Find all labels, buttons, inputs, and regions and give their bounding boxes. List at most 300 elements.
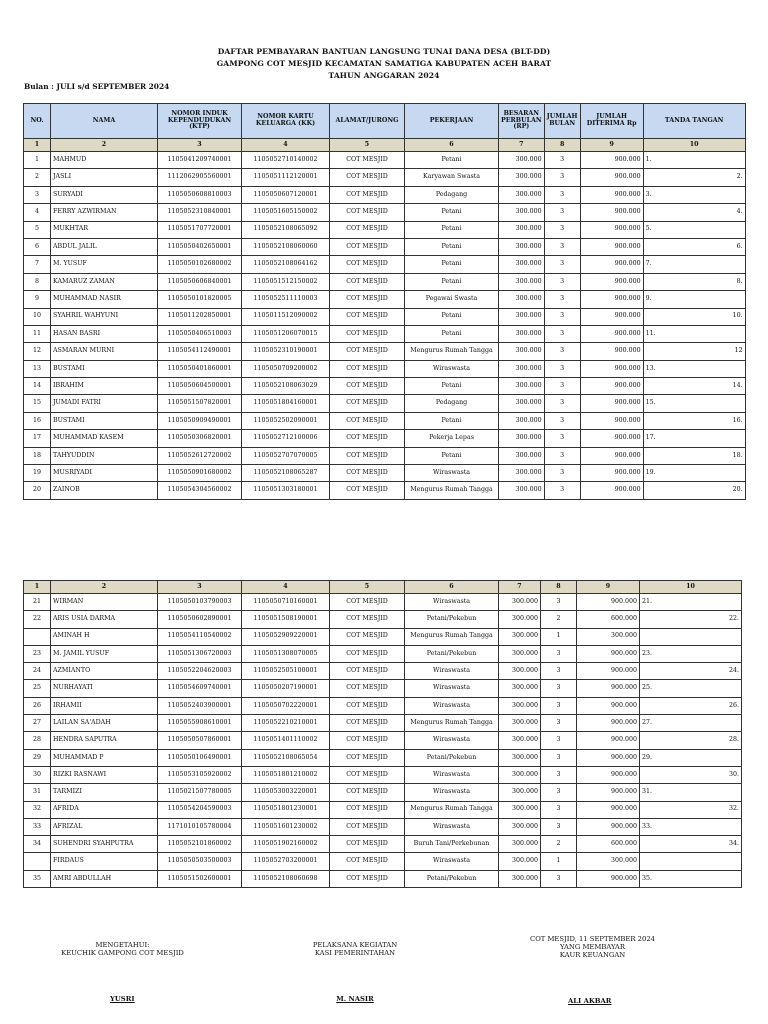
cell-ktp: 1105051507820001 bbox=[158, 395, 242, 412]
table-row bbox=[24, 221, 746, 238]
cell-tanda-tangan: 1. bbox=[643, 152, 745, 169]
cell-nama: WIRMAN bbox=[51, 594, 158, 611]
cell-alamat: COT MESJID bbox=[330, 186, 405, 203]
cell-pekerjaan: Petani bbox=[405, 378, 499, 395]
cell-pekerjaan: Petani bbox=[405, 221, 499, 238]
cell-jumlah-diterima: 900.000 bbox=[580, 343, 643, 360]
col-number: 7 bbox=[499, 581, 541, 594]
signature-block-pelaksana bbox=[290, 941, 420, 1003]
cell-alamat: COT MESJID bbox=[330, 749, 405, 766]
cell-jumlah-bulan: 1 bbox=[541, 628, 577, 645]
col-number: 4 bbox=[242, 139, 330, 152]
cell-no: 4 bbox=[24, 204, 51, 221]
cell-no: 34 bbox=[24, 836, 51, 853]
cell-alamat: COT MESJID bbox=[330, 482, 405, 499]
col-header-no: NO. bbox=[24, 104, 51, 139]
cell-no: 17 bbox=[24, 430, 51, 447]
document-title-line-2: GAMPONG COT MESJID KECAMATAN SAMATIGA KABUPATEN ACEH BARAT bbox=[216, 59, 552, 68]
cell-nama: AMRI ABDULLAH bbox=[51, 870, 158, 887]
cell-alamat: COT MESJID bbox=[330, 697, 405, 714]
cell-tanda-tangan: 9. bbox=[643, 291, 745, 308]
cell-besaran: 300.000 bbox=[499, 465, 545, 482]
cell-jumlah-diterima: 900.000 bbox=[580, 221, 643, 238]
cell-besaran: 300.000 bbox=[499, 715, 541, 732]
cell-no: 1 bbox=[24, 152, 51, 169]
cell-alamat: COT MESJID bbox=[330, 273, 405, 290]
cell-nama: ABDUL JALIL bbox=[51, 238, 158, 255]
cell-kk: 1105052108065054 bbox=[242, 749, 330, 766]
table-row bbox=[24, 152, 746, 169]
cell-pekerjaan: Wiraswasta bbox=[405, 818, 499, 835]
cell-tanda-tangan: 28. bbox=[640, 732, 742, 749]
cell-pekerjaan: Pekerja Lepas bbox=[405, 430, 499, 447]
cell-nama: MUSRIYADI bbox=[51, 465, 158, 482]
cell-pekerjaan: Petani/Pekebun bbox=[405, 749, 499, 766]
cell-kk: 1105052710140002 bbox=[242, 152, 330, 169]
cell-no: 6 bbox=[24, 238, 51, 255]
cell-besaran: 300.000 bbox=[499, 766, 541, 783]
col-header-besaran: BESARAN PERBULAN (RP) bbox=[499, 104, 545, 139]
cell-besaran: 300.000 bbox=[499, 611, 541, 628]
cell-no: 7 bbox=[24, 256, 51, 273]
cell-ktp: 1105054204590003 bbox=[158, 801, 242, 818]
cell-alamat: COT MESJID bbox=[330, 853, 405, 870]
cell-besaran: 300.000 bbox=[499, 308, 545, 325]
cell-kk: 1105051508190001 bbox=[242, 611, 330, 628]
cell-pekerjaan: Mengurus Rumah Tangga bbox=[405, 482, 499, 499]
cell-alamat: COT MESJID bbox=[330, 447, 405, 464]
document-title-line-1: DAFTAR PEMBAYARAN BANTUAN LANGSUNG TUNAI DANA DESA (BLT-DD) bbox=[217, 47, 551, 56]
cell-tanda-tangan: 11. bbox=[643, 325, 745, 342]
cell-besaran: 300.000 bbox=[499, 749, 541, 766]
cell-no: 22 bbox=[24, 611, 51, 628]
cell-pekerjaan: Petani bbox=[405, 325, 499, 342]
table-row bbox=[24, 732, 742, 749]
cell-jumlah-bulan: 3 bbox=[544, 343, 580, 360]
cell-besaran: 300.000 bbox=[499, 395, 545, 412]
cell-nama: MUHAMMAD P bbox=[51, 749, 158, 766]
cell-kk: 1105052108064162 bbox=[242, 256, 330, 273]
cell-kk: 1105011512090002 bbox=[242, 308, 330, 325]
cell-no: 14 bbox=[24, 378, 51, 395]
cell-jumlah-bulan: 3 bbox=[541, 732, 577, 749]
cell-jumlah-diterima: 900.000 bbox=[580, 465, 643, 482]
cell-besaran: 300.000 bbox=[499, 238, 545, 255]
col-header-nama: NAMA bbox=[51, 104, 158, 139]
cell-ktp: 1105050909490001 bbox=[158, 412, 242, 429]
cell-ktp: 1105050606840001 bbox=[158, 273, 242, 290]
cell-ktp: 1105052403900001 bbox=[158, 697, 242, 714]
cell-nama: ZAINOB bbox=[51, 482, 158, 499]
cell-alamat: COT MESJID bbox=[330, 343, 405, 360]
cell-jumlah-bulan: 2 bbox=[541, 611, 577, 628]
cell-pekerjaan: Petani/Pekebun bbox=[405, 870, 499, 887]
cell-jumlah-diterima: 900.000 bbox=[577, 680, 640, 697]
cell-pekerjaan: Wiraswasta bbox=[405, 784, 499, 801]
cell-ktp: 1105052204620003 bbox=[158, 663, 242, 680]
cell-pekerjaan: Mengurus Rumah Tangga bbox=[405, 628, 499, 645]
col-number: 8 bbox=[541, 581, 577, 594]
cell-jumlah-bulan: 2 bbox=[541, 836, 577, 853]
cell-no: 20 bbox=[24, 482, 51, 499]
cell-besaran: 300.000 bbox=[499, 818, 541, 835]
cell-no bbox=[24, 853, 51, 870]
cell-ktp: 1105051502600001 bbox=[158, 870, 242, 887]
cell-ktp: 1105054304560002 bbox=[158, 482, 242, 499]
cell-no: 12 bbox=[24, 343, 51, 360]
cell-jumlah-bulan: 3 bbox=[544, 447, 580, 464]
table-row bbox=[24, 204, 746, 221]
cell-pekerjaan: Mengurus Rumah Tangga bbox=[405, 715, 499, 732]
cell-alamat: COT MESJID bbox=[330, 715, 405, 732]
cell-no: 25 bbox=[24, 680, 51, 697]
cell-alamat: COT MESJID bbox=[330, 221, 405, 238]
cell-alamat: COT MESJID bbox=[330, 238, 405, 255]
cell-kk: 1105052505100001 bbox=[242, 663, 330, 680]
cell-jumlah-diterima: 900.000 bbox=[580, 291, 643, 308]
cell-nama: KAMARUZ ZAMAN bbox=[51, 273, 158, 290]
col-number: 2 bbox=[51, 581, 158, 594]
cell-jumlah-bulan: 3 bbox=[544, 169, 580, 186]
cell-nama: AZMIANTO bbox=[51, 663, 158, 680]
cell-kk: 1105052108060698 bbox=[242, 870, 330, 887]
cell-tanda-tangan: 8. bbox=[643, 273, 745, 290]
period-label: Bulan : JULI s/d SEPTEMBER 2024 bbox=[24, 82, 170, 91]
cell-kk: 1105052108060060 bbox=[242, 238, 330, 255]
cell-no: 33 bbox=[24, 818, 51, 835]
cell-nama: IBRAHIM bbox=[51, 378, 158, 395]
cell-tanda-tangan: 24. bbox=[640, 663, 742, 680]
cell-kk: 1105050207190001 bbox=[242, 680, 330, 697]
cell-nama: M. JAMIL YUSUF bbox=[51, 645, 158, 662]
cell-jumlah-diterima: 900.000 bbox=[580, 360, 643, 377]
cell-jumlah-bulan: 3 bbox=[544, 378, 580, 395]
cell-pekerjaan: Wiraswasta bbox=[405, 680, 499, 697]
cell-ktp: 1105050503500003 bbox=[158, 853, 242, 870]
cell-tanda-tangan: 20. bbox=[643, 482, 745, 499]
cell-kk: 1105052511110003 bbox=[242, 291, 330, 308]
cell-kk: 1105051512150002 bbox=[242, 273, 330, 290]
cell-no: 8 bbox=[24, 273, 51, 290]
cell-nama: FIRDAUS bbox=[51, 853, 158, 870]
col-header-pekerjaan: PEKERJAAN bbox=[405, 104, 499, 139]
cell-pekerjaan: Wiraswasta bbox=[405, 663, 499, 680]
cell-jumlah-diterima: 900.000 bbox=[580, 325, 643, 342]
table-row bbox=[24, 169, 746, 186]
cell-jumlah-diterima: 900.000 bbox=[577, 818, 640, 835]
cell-pekerjaan: Petani bbox=[405, 412, 499, 429]
table-row bbox=[24, 360, 746, 377]
cell-ktp: 1105052612720002 bbox=[158, 447, 242, 464]
cell-pekerjaan: Petani/Pekebun bbox=[405, 611, 499, 628]
cell-tanda-tangan: 3. bbox=[643, 186, 745, 203]
cell-pekerjaan: Wiraswasta bbox=[405, 697, 499, 714]
cell-alamat: COT MESJID bbox=[330, 784, 405, 801]
cell-jumlah-bulan: 3 bbox=[544, 360, 580, 377]
cell-alamat: COT MESJID bbox=[330, 152, 405, 169]
cell-besaran: 300.000 bbox=[499, 628, 541, 645]
cell-pekerjaan: Wiraswasta bbox=[405, 732, 499, 749]
cell-tanda-tangan: 7. bbox=[643, 256, 745, 273]
table-row bbox=[24, 325, 746, 342]
cell-jumlah-bulan: 3 bbox=[544, 482, 580, 499]
cell-pekerjaan: Wiraswasta bbox=[405, 594, 499, 611]
cell-besaran: 300.000 bbox=[499, 221, 545, 238]
cell-jumlah-diterima: 900.000 bbox=[580, 412, 643, 429]
cell-nama: SYAHRIL WAHYUNI bbox=[51, 308, 158, 325]
col-number: 2 bbox=[51, 139, 158, 152]
cell-kk: 1105052909220001 bbox=[242, 628, 330, 645]
col-number: 7 bbox=[499, 139, 545, 152]
cell-nama: LAILAN SA'ADAH bbox=[51, 715, 158, 732]
cell-pekerjaan: Buruh Tani/Perkebunan bbox=[405, 836, 499, 853]
signature-role: YANG MEMBAYAR bbox=[560, 943, 625, 951]
cell-tanda-tangan: 25. bbox=[640, 680, 742, 697]
cell-pekerjaan: Wiraswasta bbox=[405, 766, 499, 783]
cell-besaran: 300.000 bbox=[499, 204, 545, 221]
cell-tanda-tangan: 5. bbox=[643, 221, 745, 238]
cell-ktp: 1105050602890001 bbox=[158, 611, 242, 628]
cell-besaran: 300.000 bbox=[499, 784, 541, 801]
cell-pekerjaan: Petani bbox=[405, 204, 499, 221]
cell-alamat: COT MESJID bbox=[330, 870, 405, 887]
cell-ktp: 1105050608810003 bbox=[158, 186, 242, 203]
cell-nama: RIZKI RASNAWI bbox=[51, 766, 158, 783]
cell-tanda-tangan: 26. bbox=[640, 697, 742, 714]
cell-jumlah-bulan: 3 bbox=[541, 663, 577, 680]
cell-tanda-tangan: 23. bbox=[640, 645, 742, 662]
cell-jumlah-bulan: 3 bbox=[541, 766, 577, 783]
cell-nama: NURHAYATI bbox=[51, 680, 158, 697]
table-row bbox=[24, 766, 742, 783]
cell-kk: 1105051902160002 bbox=[242, 836, 330, 853]
cell-nama: SURYADI bbox=[51, 186, 158, 203]
cell-pekerjaan: Petani bbox=[405, 273, 499, 290]
cell-no: 24 bbox=[24, 663, 51, 680]
cell-jumlah-diterima: 900.000 bbox=[577, 715, 640, 732]
cell-alamat: COT MESJID bbox=[330, 645, 405, 662]
cell-besaran: 300.000 bbox=[499, 447, 545, 464]
cell-besaran: 300.000 bbox=[499, 343, 545, 360]
table-row bbox=[24, 611, 742, 628]
table-row bbox=[24, 430, 746, 447]
cell-besaran: 300.000 bbox=[499, 291, 545, 308]
col-number: 10 bbox=[640, 581, 742, 594]
cell-no: 30 bbox=[24, 766, 51, 783]
col-number: 1 bbox=[24, 139, 51, 152]
cell-nama: BUSTAMI bbox=[51, 360, 158, 377]
cell-kk: 1105051804160001 bbox=[242, 395, 330, 412]
cell-alamat: COT MESJID bbox=[330, 663, 405, 680]
cell-no: 10 bbox=[24, 308, 51, 325]
cell-kk: 1105051112120001 bbox=[242, 169, 330, 186]
cell-kk: 1105050709200002 bbox=[242, 360, 330, 377]
cell-besaran: 300.000 bbox=[499, 378, 545, 395]
cell-nama: SUHENDRI SYAHPUTRA bbox=[51, 836, 158, 853]
cell-ktp: 1112062905560001 bbox=[158, 169, 242, 186]
cell-alamat: COT MESJID bbox=[330, 291, 405, 308]
cell-ktp: 1105052310840001 bbox=[158, 204, 242, 221]
cell-jumlah-bulan: 3 bbox=[544, 395, 580, 412]
cell-no: 31 bbox=[24, 784, 51, 801]
table-row bbox=[24, 749, 742, 766]
cell-jumlah-diterima: 900.000 bbox=[580, 186, 643, 203]
cell-tanda-tangan: 12 bbox=[643, 343, 745, 360]
cell-tanda-tangan: 31. bbox=[640, 784, 742, 801]
cell-alamat: COT MESJID bbox=[330, 325, 405, 342]
cell-besaran: 300.000 bbox=[499, 169, 545, 186]
cell-besaran: 300.000 bbox=[499, 325, 545, 342]
cell-nama: ASMARAN MURNI bbox=[51, 343, 158, 360]
cell-jumlah-bulan: 3 bbox=[541, 870, 577, 887]
cell-nama: JUMADI FATRI bbox=[51, 395, 158, 412]
col-header-jumlah-diterima: JUMLAH DITERIMA Rp bbox=[580, 104, 643, 139]
cell-nama: HASAN BASRI bbox=[51, 325, 158, 342]
cell-kk: 1105050607120001 bbox=[242, 186, 330, 203]
cell-besaran: 300.000 bbox=[499, 801, 541, 818]
cell-jumlah-bulan: 3 bbox=[544, 256, 580, 273]
cell-tanda-tangan: 35. bbox=[640, 870, 742, 887]
cell-nama: MUKHTAR bbox=[51, 221, 158, 238]
cell-jumlah-bulan: 3 bbox=[541, 645, 577, 662]
cell-alamat: COT MESJID bbox=[330, 818, 405, 835]
cell-jumlah-diterima: 300.000 bbox=[577, 628, 640, 645]
cell-jumlah-diterima: 900.000 bbox=[580, 169, 643, 186]
cell-no: 26 bbox=[24, 697, 51, 714]
cell-jumlah-bulan: 3 bbox=[544, 465, 580, 482]
cell-tanda-tangan: 6. bbox=[643, 238, 745, 255]
cell-tanda-tangan: 27. bbox=[640, 715, 742, 732]
signature-title: KASI PEMERINTAHAN bbox=[314, 949, 396, 957]
cell-tanda-tangan: 17. bbox=[643, 430, 745, 447]
table-row bbox=[24, 836, 742, 853]
cell-besaran: 300.000 bbox=[499, 836, 541, 853]
cell-ktp: 1105054112490001 bbox=[158, 343, 242, 360]
col-number: 4 bbox=[242, 581, 330, 594]
cell-nama: ARIS USIA DARMA bbox=[51, 611, 158, 628]
cell-ktp: 1105053105920002 bbox=[158, 766, 242, 783]
table-row bbox=[24, 594, 742, 611]
cell-jumlah-diterima: 900.000 bbox=[577, 766, 640, 783]
cell-pekerjaan: Wiraswasta bbox=[405, 465, 499, 482]
cell-ktp: 1105050306820001 bbox=[158, 430, 242, 447]
cell-ktp: 1105055908610001 bbox=[158, 715, 242, 732]
cell-no: 21 bbox=[24, 594, 51, 611]
cell-jumlah-diterima: 900.000 bbox=[580, 152, 643, 169]
cell-nama: IRHAMII bbox=[51, 697, 158, 714]
cell-ktp: 1105050901680002 bbox=[158, 465, 242, 482]
cell-jumlah-bulan: 3 bbox=[541, 715, 577, 732]
cell-tanda-tangan: 13. bbox=[643, 360, 745, 377]
table-row bbox=[24, 482, 746, 499]
cell-nama: JASLI bbox=[51, 169, 158, 186]
cell-nama: FERRY AZWIRMAN bbox=[51, 204, 158, 221]
cell-jumlah-bulan: 3 bbox=[541, 801, 577, 818]
cell-nama: MUHAMMAD NASIR bbox=[51, 291, 158, 308]
col-number: 5 bbox=[330, 581, 405, 594]
cell-jumlah-diterima: 900.000 bbox=[577, 697, 640, 714]
cell-ktp: 1105051707720001 bbox=[158, 221, 242, 238]
table-row bbox=[24, 186, 746, 203]
cell-kk: 1105053003220001 bbox=[242, 784, 330, 801]
cell-no: 27 bbox=[24, 715, 51, 732]
column-number-row bbox=[24, 139, 746, 152]
cell-ktp: 1105050106490001 bbox=[158, 749, 242, 766]
cell-jumlah-diterima: 600.000 bbox=[577, 836, 640, 853]
col-header-tanda-tangan: TANDA TANGAN bbox=[643, 104, 745, 139]
table-row bbox=[24, 801, 742, 818]
document-title-line-3: TAHUN ANGGARAN 2024 bbox=[328, 71, 440, 80]
cell-jumlah-diterima: 900.000 bbox=[580, 447, 643, 464]
cell-alamat: COT MESJID bbox=[330, 430, 405, 447]
cell-alamat: COT MESJID bbox=[330, 378, 405, 395]
cell-jumlah-diterima: 300.000 bbox=[577, 853, 640, 870]
table-row bbox=[24, 378, 746, 395]
cell-pekerjaan: Karyawan Swasta bbox=[405, 169, 499, 186]
cell-jumlah-diterima: 900.000 bbox=[580, 482, 643, 499]
payment-table-1 bbox=[23, 103, 746, 500]
cell-jumlah-bulan: 3 bbox=[544, 152, 580, 169]
cell-kk: 1105052210210001 bbox=[242, 715, 330, 732]
cell-no: 23 bbox=[24, 645, 51, 662]
cell-no: 11 bbox=[24, 325, 51, 342]
col-number: 8 bbox=[544, 139, 580, 152]
signature-block-kaur-keuangan bbox=[505, 935, 680, 1005]
cell-pekerjaan: Mengurus Rumah Tangga bbox=[405, 343, 499, 360]
cell-jumlah-diterima: 900.000 bbox=[577, 784, 640, 801]
cell-tanda-tangan: 2. bbox=[643, 169, 745, 186]
col-number: 6 bbox=[405, 139, 499, 152]
cell-tanda-tangan: 10. bbox=[643, 308, 745, 325]
cell-tanda-tangan: 29. bbox=[640, 749, 742, 766]
cell-jumlah-bulan: 3 bbox=[541, 680, 577, 697]
table-header-row bbox=[24, 104, 746, 139]
cell-ktp: 1105050401860001 bbox=[158, 360, 242, 377]
cell-jumlah-diterima: 900.000 bbox=[577, 870, 640, 887]
cell-jumlah-diterima: 900.000 bbox=[577, 594, 640, 611]
cell-alamat: COT MESJID bbox=[330, 801, 405, 818]
cell-jumlah-diterima: 900.000 bbox=[580, 430, 643, 447]
cell-no: 13 bbox=[24, 360, 51, 377]
cell-alamat: COT MESJID bbox=[330, 308, 405, 325]
signature-block-keuchik bbox=[40, 941, 205, 1003]
cell-jumlah-diterima: 900.000 bbox=[580, 238, 643, 255]
cell-no: 15 bbox=[24, 395, 51, 412]
cell-ktp: 1105054110540002 bbox=[158, 628, 242, 645]
cell-kk: 1105050710160001 bbox=[242, 594, 330, 611]
table-row bbox=[24, 645, 742, 662]
cell-besaran: 300.000 bbox=[499, 273, 545, 290]
col-header-ktp: NOMOR INDUK KEPENDUDUKAN (KTP) bbox=[158, 104, 242, 139]
cell-kk: 1105051401110002 bbox=[242, 732, 330, 749]
col-header-kk: NOMOR KARTU KELUARGA (KK) bbox=[242, 104, 330, 139]
cell-nama: HENDRA SAPUTRA bbox=[51, 732, 158, 749]
cell-no: 29 bbox=[24, 749, 51, 766]
cell-tanda-tangan: 18. bbox=[643, 447, 745, 464]
cell-jumlah-bulan: 3 bbox=[544, 273, 580, 290]
cell-alamat: COT MESJID bbox=[330, 204, 405, 221]
cell-ktp: 1105052101860002 bbox=[158, 836, 242, 853]
cell-jumlah-diterima: 900.000 bbox=[577, 663, 640, 680]
cell-besaran: 300.000 bbox=[499, 732, 541, 749]
cell-besaran: 300.000 bbox=[499, 697, 541, 714]
cell-tanda-tangan: 34. bbox=[640, 836, 742, 853]
cell-ktp: 1105050102680002 bbox=[158, 256, 242, 273]
table-row bbox=[24, 238, 746, 255]
cell-nama: BUSTAMI bbox=[51, 412, 158, 429]
cell-no: 16 bbox=[24, 412, 51, 429]
cell-kk: 1105051206070015 bbox=[242, 325, 330, 342]
